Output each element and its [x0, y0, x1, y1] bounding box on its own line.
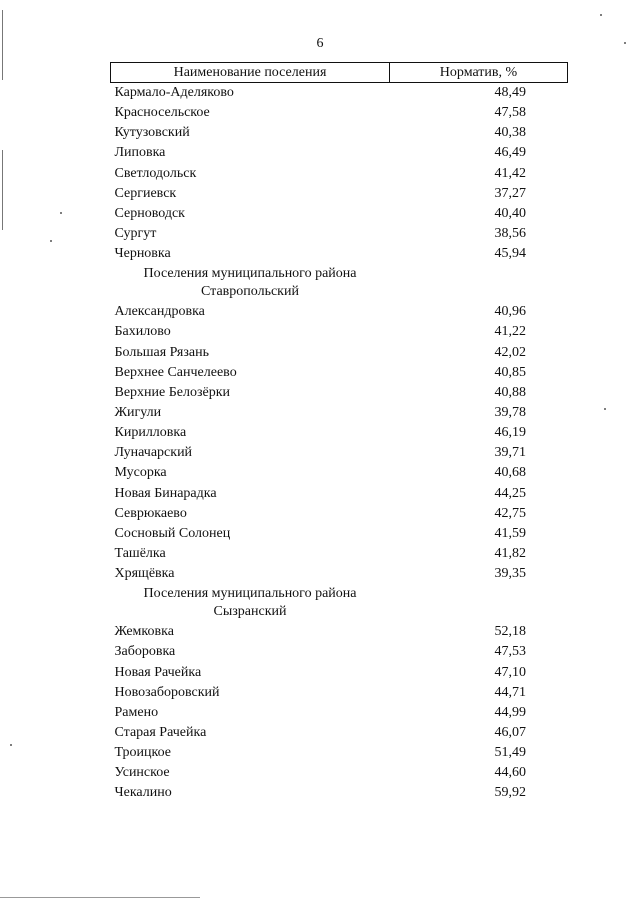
settlement-name: Черновка — [114, 246, 171, 262]
normative-value: 40,88 — [494, 384, 526, 400]
table-row — [111, 143, 568, 163]
settlement-name: Заборовка — [114, 644, 176, 660]
table-row — [111, 244, 568, 264]
table-row — [111, 123, 568, 143]
settlement-name: Хрящёвка — [114, 566, 175, 582]
settlement-name: Старая Рачейка — [114, 725, 207, 740]
scan-speck — [10, 744, 12, 746]
normative-value: 40,40 — [494, 205, 526, 221]
scan-bottom-line — [0, 897, 200, 898]
table-row — [111, 383, 568, 403]
normative-value: 44,25 — [494, 485, 526, 501]
settlement-name: Новая Рачейка — [114, 664, 202, 680]
settlement-name: Красносельское — [114, 105, 210, 121]
settlement-name: Кармало-Аделяково — [114, 85, 234, 101]
normative-value: 41,22 — [494, 324, 526, 340]
table-row — [111, 642, 568, 662]
normative-value: 42,75 — [494, 505, 526, 521]
settlement-name: Новая Бинарадка — [114, 485, 217, 501]
table-row — [111, 484, 568, 504]
table-row — [111, 544, 568, 564]
group-heading-empty — [390, 584, 568, 622]
normative-value: 47,58 — [494, 105, 526, 121]
table-row — [111, 423, 568, 443]
scan-speck — [50, 240, 52, 242]
table-header-row — [111, 63, 568, 83]
table-row — [111, 524, 568, 544]
settlement-name: Усинское — [114, 765, 170, 781]
normative-value: 46,07 — [494, 725, 526, 740]
settlement-name: Сергиевск — [114, 185, 177, 201]
normative-value: 42,02 — [494, 344, 526, 360]
normative-value: 51,49 — [494, 745, 526, 761]
table-row — [111, 343, 568, 363]
table-row — [111, 103, 568, 123]
normative-value: 46,19 — [494, 425, 526, 441]
table-row — [111, 504, 568, 524]
group-heading-line1: Поселения муниципального района — [143, 266, 357, 282]
group-heading-syzran — [111, 584, 568, 622]
table-row — [111, 204, 568, 224]
table-row — [111, 83, 568, 104]
normative-value: 39,71 — [494, 445, 526, 461]
settlement-name: Сосновый Солонец — [114, 525, 231, 541]
normative-value: 45,94 — [494, 246, 526, 262]
normative-value: 44,71 — [494, 684, 526, 700]
table-row — [111, 164, 568, 184]
scan-speck — [604, 408, 606, 410]
table-row — [111, 723, 568, 743]
settlement-name: Чекалино — [114, 785, 172, 801]
table-row — [111, 224, 568, 244]
settlement-name: Большая Рязань — [114, 344, 209, 360]
table-row — [111, 564, 568, 584]
normative-value: 46,49 — [494, 145, 526, 161]
normative-value: 52,18 — [494, 624, 526, 640]
normative-value: 59,92 — [494, 785, 526, 801]
table-row — [111, 443, 568, 463]
normative-value: 44,99 — [494, 704, 526, 720]
normative-value: 47,53 — [494, 644, 526, 660]
settlement-name: Луначарский — [114, 445, 193, 461]
group-heading-cell — [111, 584, 390, 622]
settlement-name: Сургут — [114, 226, 157, 242]
settlement-name: Новозаборовский — [114, 684, 220, 700]
scan-edge-mark — [2, 150, 3, 230]
table-row — [111, 783, 568, 803]
settlement-name: Светлодольск — [114, 165, 197, 181]
table-row — [111, 703, 568, 723]
group-heading-empty — [390, 264, 568, 302]
settlement-name: Ташёлка — [114, 546, 166, 562]
settlement-name: Кутузовский — [114, 125, 190, 141]
group-heading-stavropol — [111, 264, 568, 302]
scan-speck — [600, 14, 602, 16]
settlement-name: Александровка — [114, 304, 205, 320]
table-row — [111, 622, 568, 642]
group-heading-line2: Ставропольский — [201, 284, 299, 300]
settlement-name: Мусорка — [114, 465, 167, 481]
normative-value: 38,56 — [494, 226, 526, 242]
column-header-settlement: Наименование поселения — [111, 63, 390, 83]
group-heading-line2: Сызранский — [213, 604, 287, 620]
settlement-name: Липовка — [114, 145, 166, 161]
table-row — [111, 683, 568, 703]
column-header-normative: Норматив, % — [390, 63, 568, 83]
settlement-name: Кирилловка — [114, 425, 187, 441]
table-row — [111, 663, 568, 683]
normative-value: 39,35 — [494, 566, 526, 582]
normatives-table — [110, 62, 568, 804]
settlement-name: Севрюкаево — [114, 505, 187, 521]
table-row — [111, 403, 568, 423]
table-row — [111, 363, 568, 383]
settlement-name: Верхнее Санчелеево — [114, 364, 237, 380]
normative-value: 40,85 — [494, 364, 526, 380]
normative-value: 40,96 — [494, 304, 526, 320]
normative-value: 41,82 — [494, 546, 526, 562]
normative-value: 41,59 — [494, 525, 526, 541]
scan-edge-mark — [2, 10, 3, 80]
group-heading-line1: Поселения муниципального района — [143, 586, 357, 602]
normative-value: 47,10 — [494, 664, 526, 680]
table-row — [111, 184, 568, 204]
settlement-name: Верхние Белозёрки — [114, 384, 231, 400]
settlement-name: Жемковка — [114, 624, 174, 640]
table-body — [111, 83, 568, 804]
normative-value: 37,27 — [494, 185, 526, 201]
scan-speck — [624, 42, 626, 44]
group-heading-cell — [111, 264, 390, 302]
scan-speck — [60, 212, 62, 214]
settlement-name: Рамено — [114, 704, 159, 720]
table-row — [111, 302, 568, 322]
normative-value: 39,78 — [494, 405, 526, 421]
normative-value: 40,68 — [494, 465, 526, 481]
normative-value: 44,60 — [494, 765, 526, 781]
table-row — [111, 743, 568, 763]
normative-value: 41,42 — [494, 165, 526, 181]
settlement-name: Бахилово — [114, 324, 171, 340]
normative-value: 48,49 — [494, 85, 526, 101]
settlement-name: Жигули — [114, 405, 162, 421]
settlement-name: Троицкое — [114, 745, 171, 761]
table-row — [111, 322, 568, 342]
settlement-name: Серноводск — [114, 205, 185, 221]
normative-value: 40,38 — [494, 125, 526, 141]
page-number: 6 — [316, 36, 324, 51]
table-row — [111, 463, 568, 483]
table-row — [111, 763, 568, 783]
